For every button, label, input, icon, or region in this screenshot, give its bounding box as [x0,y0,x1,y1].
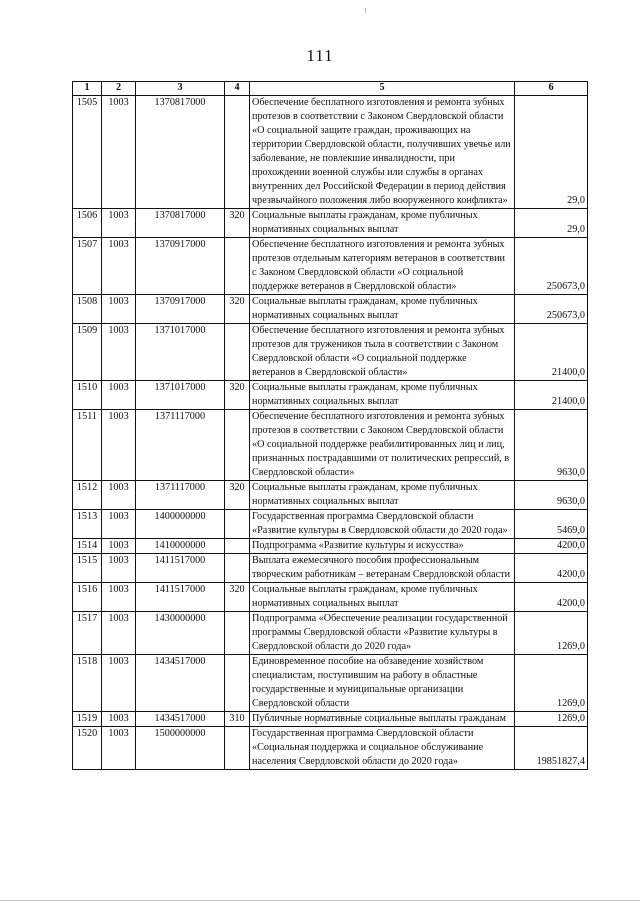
row-number-cell: 1520 [73,727,102,770]
row-number-cell: 1513 [73,510,102,539]
target-code-cell: 1370817000 [136,96,225,209]
row-number-cell: 1509 [73,324,102,381]
amount-cell: 4200,0 [515,539,588,554]
target-code-cell: 1410000000 [136,539,225,554]
expense-type-cell [225,510,250,539]
section-code-cell: 1003 [102,96,136,209]
amount-cell: 9630,0 [515,410,588,481]
row-number-cell: 1518 [73,655,102,712]
amount-cell: 29,0 [515,96,588,209]
section-code-cell: 1003 [102,381,136,410]
expense-type-cell [225,612,250,655]
expense-type-cell [225,324,250,381]
item-name-cell: Социальные выплаты гражданам, кроме публичных нормативных социальных выплат [250,583,515,612]
target-code-cell: 1371117000 [136,481,225,510]
item-name-cell: Обеспечение бесплатного изготовления и ремонта зубных протезов для тружеников тыла в соответствии с Законом Свердловской области «О социальной поддержке ветеранов в Свердловской области» [250,324,515,381]
amount-cell: 21400,0 [515,324,588,381]
expense-type-cell [225,655,250,712]
amount-cell: 4200,0 [515,583,588,612]
target-code-cell: 1370817000 [136,209,225,238]
section-code-cell: 1003 [102,712,136,727]
row-number-cell: 1510 [73,381,102,410]
item-name-cell: Государственная программа Свердловской области «Развитие культуры в Свердловской области до 2020 года» [250,510,515,539]
scan-mark [365,8,366,13]
row-number-cell: 1506 [73,209,102,238]
target-code-cell: 1434517000 [136,655,225,712]
expense-type-cell: 320 [225,381,250,410]
target-code-cell: 1500000000 [136,727,225,770]
amount-cell: 9630,0 [515,481,588,510]
expense-type-cell: 310 [225,712,250,727]
item-name-cell: Социальные выплаты гражданам, кроме публичных нормативных социальных выплат [250,209,515,238]
item-name-cell: Обеспечение бесплатного изготовления и ремонта зубных протезов в соответствии с Законом Свердловской области «О социальной защите граждан, проживающих на территории Свердловской области, получивших увечье или заболевание, не повлекшие инвалидности, при прохождении военной службы или службы в органах внутренних дел Российской Федерации в период действия чрезвычайного положения либо вооруженного конфликта» [250,96,515,209]
amount-cell: 250673,0 [515,238,588,295]
table-row [73,481,588,510]
row-number-cell: 1511 [73,410,102,481]
amount-cell: 19851827,4 [515,727,588,770]
target-code-cell: 1371117000 [136,410,225,481]
item-name-cell: Государственная программа Свердловской области «Социальная поддержка и социальное обслуживание населения Свердловской области до 2020 года» [250,727,515,770]
target-code-cell: 1400000000 [136,510,225,539]
row-number-cell: 1516 [73,583,102,612]
header-col-5: 5 [250,82,515,96]
target-code-cell: 1434517000 [136,712,225,727]
item-name-cell: Выплата ежемесячного пособия профессиональным творческим работникам – ветеранам Свердловской области [250,554,515,583]
header-col-6: 6 [515,82,588,96]
item-name-cell: Обеспечение бесплатного изготовления и ремонта зубных протезов в соответствии с Законом Свердловской области «О социальной поддержке реабилитированных лиц и лиц, признанных пострадавшими от политических репрессий, в Свердловской области» [250,410,515,481]
table-row [73,612,588,655]
amount-cell: 1269,0 [515,655,588,712]
row-number-cell: 1519 [73,712,102,727]
table-row [73,712,588,727]
expense-type-cell: 320 [225,481,250,510]
header-col-3: 3 [136,82,225,96]
expense-type-cell: 320 [225,209,250,238]
target-code-cell: 1371017000 [136,381,225,410]
item-name-cell: Подпрограмма «Развитие культуры и искусства» [250,539,515,554]
page-bottom-edge [0,900,640,901]
target-code-cell: 1371017000 [136,324,225,381]
row-number-cell: 1515 [73,554,102,583]
table-row [73,96,588,209]
amount-cell: 29,0 [515,209,588,238]
row-number-cell: 1507 [73,238,102,295]
expense-type-cell [225,727,250,770]
table-row [73,539,588,554]
table-row [73,209,588,238]
item-name-cell: Социальные выплаты гражданам, кроме публичных нормативных социальных выплат [250,381,515,410]
item-name-cell: Социальные выплаты гражданам, кроме публичных нормативных социальных выплат [250,295,515,324]
header-col-4: 4 [225,82,250,96]
page-number: 111 [306,46,334,65]
table-header-row [73,82,588,96]
expense-type-cell [225,238,250,295]
target-code-cell: 1430000000 [136,612,225,655]
table-row [73,727,588,770]
item-name-cell: Подпрограмма «Обеспечение реализации государственной программы Свердловской области «Развитие культуры в Свердловской области до 2020 года» [250,612,515,655]
expense-type-cell [225,96,250,209]
table-row [73,381,588,410]
item-name-cell: Социальные выплаты гражданам, кроме публичных нормативных социальных выплат [250,481,515,510]
section-code-cell: 1003 [102,481,136,510]
target-code-cell: 1370917000 [136,238,225,295]
header-col-2: 2 [102,82,136,96]
section-code-cell: 1003 [102,209,136,238]
item-name-cell: Обеспечение бесплатного изготовления и ремонта зубных протезов отдельным категориям ветеранов в соответствии с Законом Свердловской области «О социальной поддержке ветеранов в Свердловской области» [250,238,515,295]
amount-cell: 21400,0 [515,381,588,410]
item-name-cell: Публичные нормативные социальные выплаты гражданам [250,712,515,727]
table-row [73,554,588,583]
table-row [73,655,588,712]
target-code-cell: 1411517000 [136,583,225,612]
row-number-cell: 1505 [73,96,102,209]
header-col-1: 1 [73,82,102,96]
section-code-cell: 1003 [102,554,136,583]
row-number-cell: 1508 [73,295,102,324]
expense-type-cell: 320 [225,295,250,324]
section-code-cell: 1003 [102,655,136,712]
budget-table [72,81,588,770]
table-body [73,96,588,770]
table-row [73,324,588,381]
expense-type-cell: 320 [225,583,250,612]
expense-type-cell [225,554,250,583]
section-code-cell: 1003 [102,727,136,770]
amount-cell: 1269,0 [515,712,588,727]
table-row [73,295,588,324]
section-code-cell: 1003 [102,539,136,554]
row-number-cell: 1514 [73,539,102,554]
row-number-cell: 1512 [73,481,102,510]
row-number-cell: 1517 [73,612,102,655]
item-name-cell: Единовременное пособие на обзаведение хозяйством специалистам, поступившим на работу в областные государственные и муниципальные организации Свердловской области [250,655,515,712]
section-code-cell: 1003 [102,324,136,381]
section-code-cell: 1003 [102,295,136,324]
target-code-cell: 1370917000 [136,295,225,324]
section-code-cell: 1003 [102,510,136,539]
amount-cell: 250673,0 [515,295,588,324]
table-row [73,583,588,612]
section-code-cell: 1003 [102,612,136,655]
expense-type-cell [225,410,250,481]
table-row [73,238,588,295]
expense-type-cell [225,539,250,554]
section-code-cell: 1003 [102,583,136,612]
amount-cell: 1269,0 [515,612,588,655]
target-code-cell: 1411517000 [136,554,225,583]
table-row [73,510,588,539]
table-row [73,410,588,481]
section-code-cell: 1003 [102,410,136,481]
amount-cell: 5469,0 [515,510,588,539]
section-code-cell: 1003 [102,238,136,295]
amount-cell: 4200,0 [515,554,588,583]
